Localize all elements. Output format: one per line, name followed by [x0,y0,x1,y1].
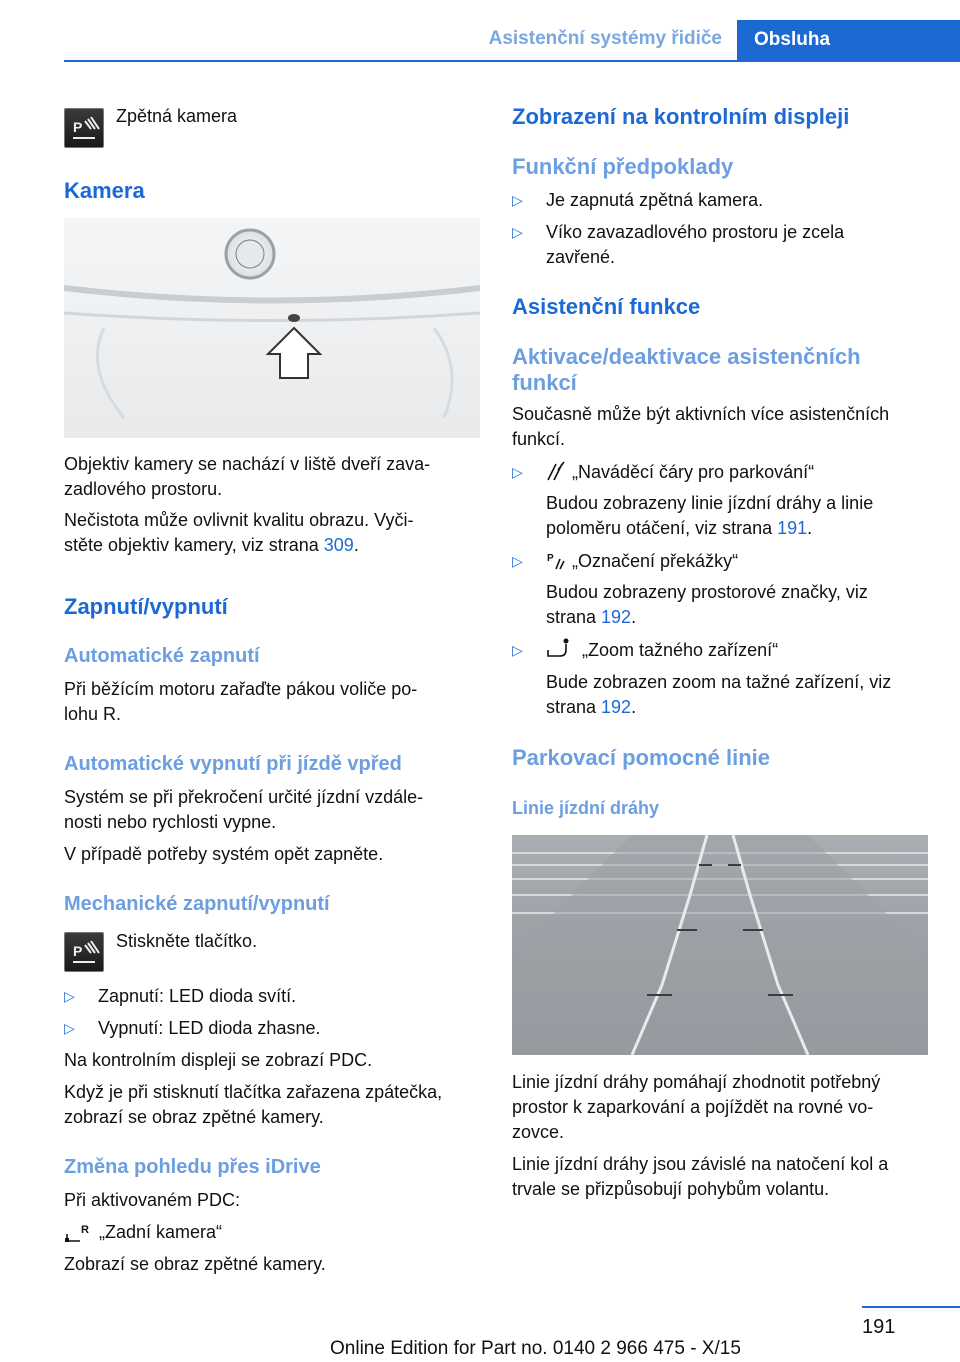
paragraph-auto-on-2: lohu R. [64,704,122,724]
paragraph-reverse-1: Když je při stisknutí tlačítka zařazena zpátečka, [64,1082,443,1102]
list-item: Je zapnutá zpětná kamera. [546,190,764,210]
item-guide-lines-title: „Naváděcí čáry pro parkování“ [572,462,815,482]
paragraph-reverse-2: zobrazí se obraz zpětné kamery. [64,1107,324,1127]
page-number: 191 [862,1316,896,1338]
heading-linie-jizdni-drahy: Linie jízdní dráhy [512,798,660,818]
paragraph-lanes-2: prostor k zaparkování a pojíždět na rovné vo- [512,1097,874,1117]
paragraph-lanes-3: zovce. [512,1122,565,1142]
parking-guide-lines-icon [546,460,566,487]
camera-label: Zpětná kamera [116,106,238,126]
item-obstacle-desc-1: Budou zobrazeny prostorové značky, viz [546,582,868,602]
paragraph-lanes-5: trvale se přizpůsobují pohybům volantu. [512,1179,830,1199]
paragraph-auto-on-1: Při běžícím motoru zařaďte pákou voliče po- [64,679,418,699]
item-tow-zoom-title: „Zoom tažného zařízení“ [582,640,779,660]
item-tow-zoom-desc-1: Bude zobrazen zoom na tažné zařízení, viz [546,672,892,692]
press-button-text: Stiskněte tlačítko. [116,931,258,951]
paragraph-rear-image: Zobrazí se obraz zpětné kamery. [64,1254,326,1274]
bullet-icon: ▷ [512,192,523,208]
bullet-icon: ▷ [512,553,523,569]
pdc-button-icon [64,932,104,972]
obstacle-marking-icon [546,549,566,576]
item-guide-lines-desc-2: poloměru otáčení, viz strana 191. [546,518,813,538]
svg-text:P: P [73,943,83,959]
tow-hitch-zoom-icon [546,636,572,665]
paragraph-dirt-2: stěte objektiv kamery, viz strana 309. [64,535,359,555]
rear-camera-button-icon [64,108,104,148]
list-item: Víko zavazadlového prostoru je zcela [546,222,845,242]
list-item-continued: zavřené. [546,247,616,267]
bullet-icon: ▷ [512,464,523,480]
svg-text:P: P [547,553,554,564]
paragraph-auto-off-1: Systém se při překročení určité jízdní vzdále- [64,787,424,807]
page-link-191[interactable]: 191 [777,518,808,538]
prereq-list [512,188,932,278]
paragraph-pdc-active: Při aktivovaném PDC: [64,1190,241,1210]
camera-photo [64,218,480,438]
heading-idrive: Změna pohledu přes iDrive [64,1156,321,1178]
led-list [64,984,480,1044]
paragraph-multi-active-1: Současně může být aktivních více asistenčních [512,404,890,424]
list-item: Vypnutí: LED dioda zhasne. [98,1018,321,1038]
svg-text:P: P [73,119,83,135]
paragraph-camera-location-2: zadlového prostoru. [64,479,223,499]
page-link-192[interactable]: 192 [601,607,632,627]
bullet-icon: ▷ [64,988,75,1004]
page-link-309[interactable]: 309 [323,535,354,555]
footer-edition: Online Edition for Part no. 0140 2 966 475 - X/15 [330,1338,741,1359]
heading-kamera: Kamera [64,178,145,203]
bullet-icon: ▷ [64,1020,75,1036]
rear-camera-label: „Zadní kamera“ [99,1222,223,1242]
item-obstacle-title: „Označení překážky“ [572,551,739,571]
paragraph-camera-location-1: Objektiv kamery se nachází v liště dveří zava- [64,454,431,474]
footer-rule [862,1306,960,1308]
item-guide-lines-desc-1: Budou zobrazeny linie jízdní dráhy a linie [546,493,874,513]
heading-parkovaci-linie: Parkovací pomocné linie [512,745,770,770]
bullet-icon: ▷ [512,224,523,240]
header-rule [64,60,960,62]
paragraph-lanes-1: Linie jízdní dráhy pomáhají zhodnotit potřebný [512,1072,881,1092]
paragraph-multi-active-2: funkcí. [512,429,566,449]
header-section-title: Asistenční systémy řidiče [488,28,722,49]
heading-zapnuti-vypnuti: Zapnutí/vypnutí [64,594,228,619]
heading-funkcni-predpoklady: Funkční předpoklady [512,154,734,179]
item-obstacle-desc-2: strana 192. [546,607,637,627]
bullet-icon: ▷ [512,642,523,658]
page-link-192[interactable]: 192 [601,697,632,717]
heading-aktivace-2: funkcí [512,370,577,395]
paragraph-pdc-shown: Na kontrolním displeji se zobrazí PDC. [64,1050,373,1070]
lane-lines-illustration [512,835,928,1055]
heading-automaticke-vypnuti: Automatické vypnutí při jízdě vpřed [64,753,402,775]
paragraph-lanes-4: Linie jízdní dráhy jsou závislé na natočení kol a [512,1154,889,1174]
list-item: Zapnutí: LED dioda svítí. [98,986,297,1006]
paragraph-restart: V případě potřeby systém opět zapněte. [64,844,384,864]
header-tab-obsluha[interactable]: Obsluha [737,20,960,62]
heading-mechanicke: Mechanické zapnutí/vypnutí [64,893,330,915]
paragraph-dirt-1: Nečistota může ovlivnit kvalitu obrazu. Vyči- [64,510,414,530]
item-tow-zoom-desc-2: strana 192. [546,697,637,717]
svg-text:R: R [81,1224,89,1236]
heading-asistencni-funkce: Asistenční funkce [512,294,701,319]
heading-automaticke-zapnuti: Automatické zapnutí [64,645,260,667]
heading-zobrazeni: Zobrazení na kontrolním displeji [512,104,850,129]
heading-aktivace-1: Aktivace/deaktivace asistenčních [512,344,861,369]
rear-camera-icon [64,1222,92,1249]
paragraph-auto-off-2: nosti nebo rychlosti vypne. [64,812,277,832]
